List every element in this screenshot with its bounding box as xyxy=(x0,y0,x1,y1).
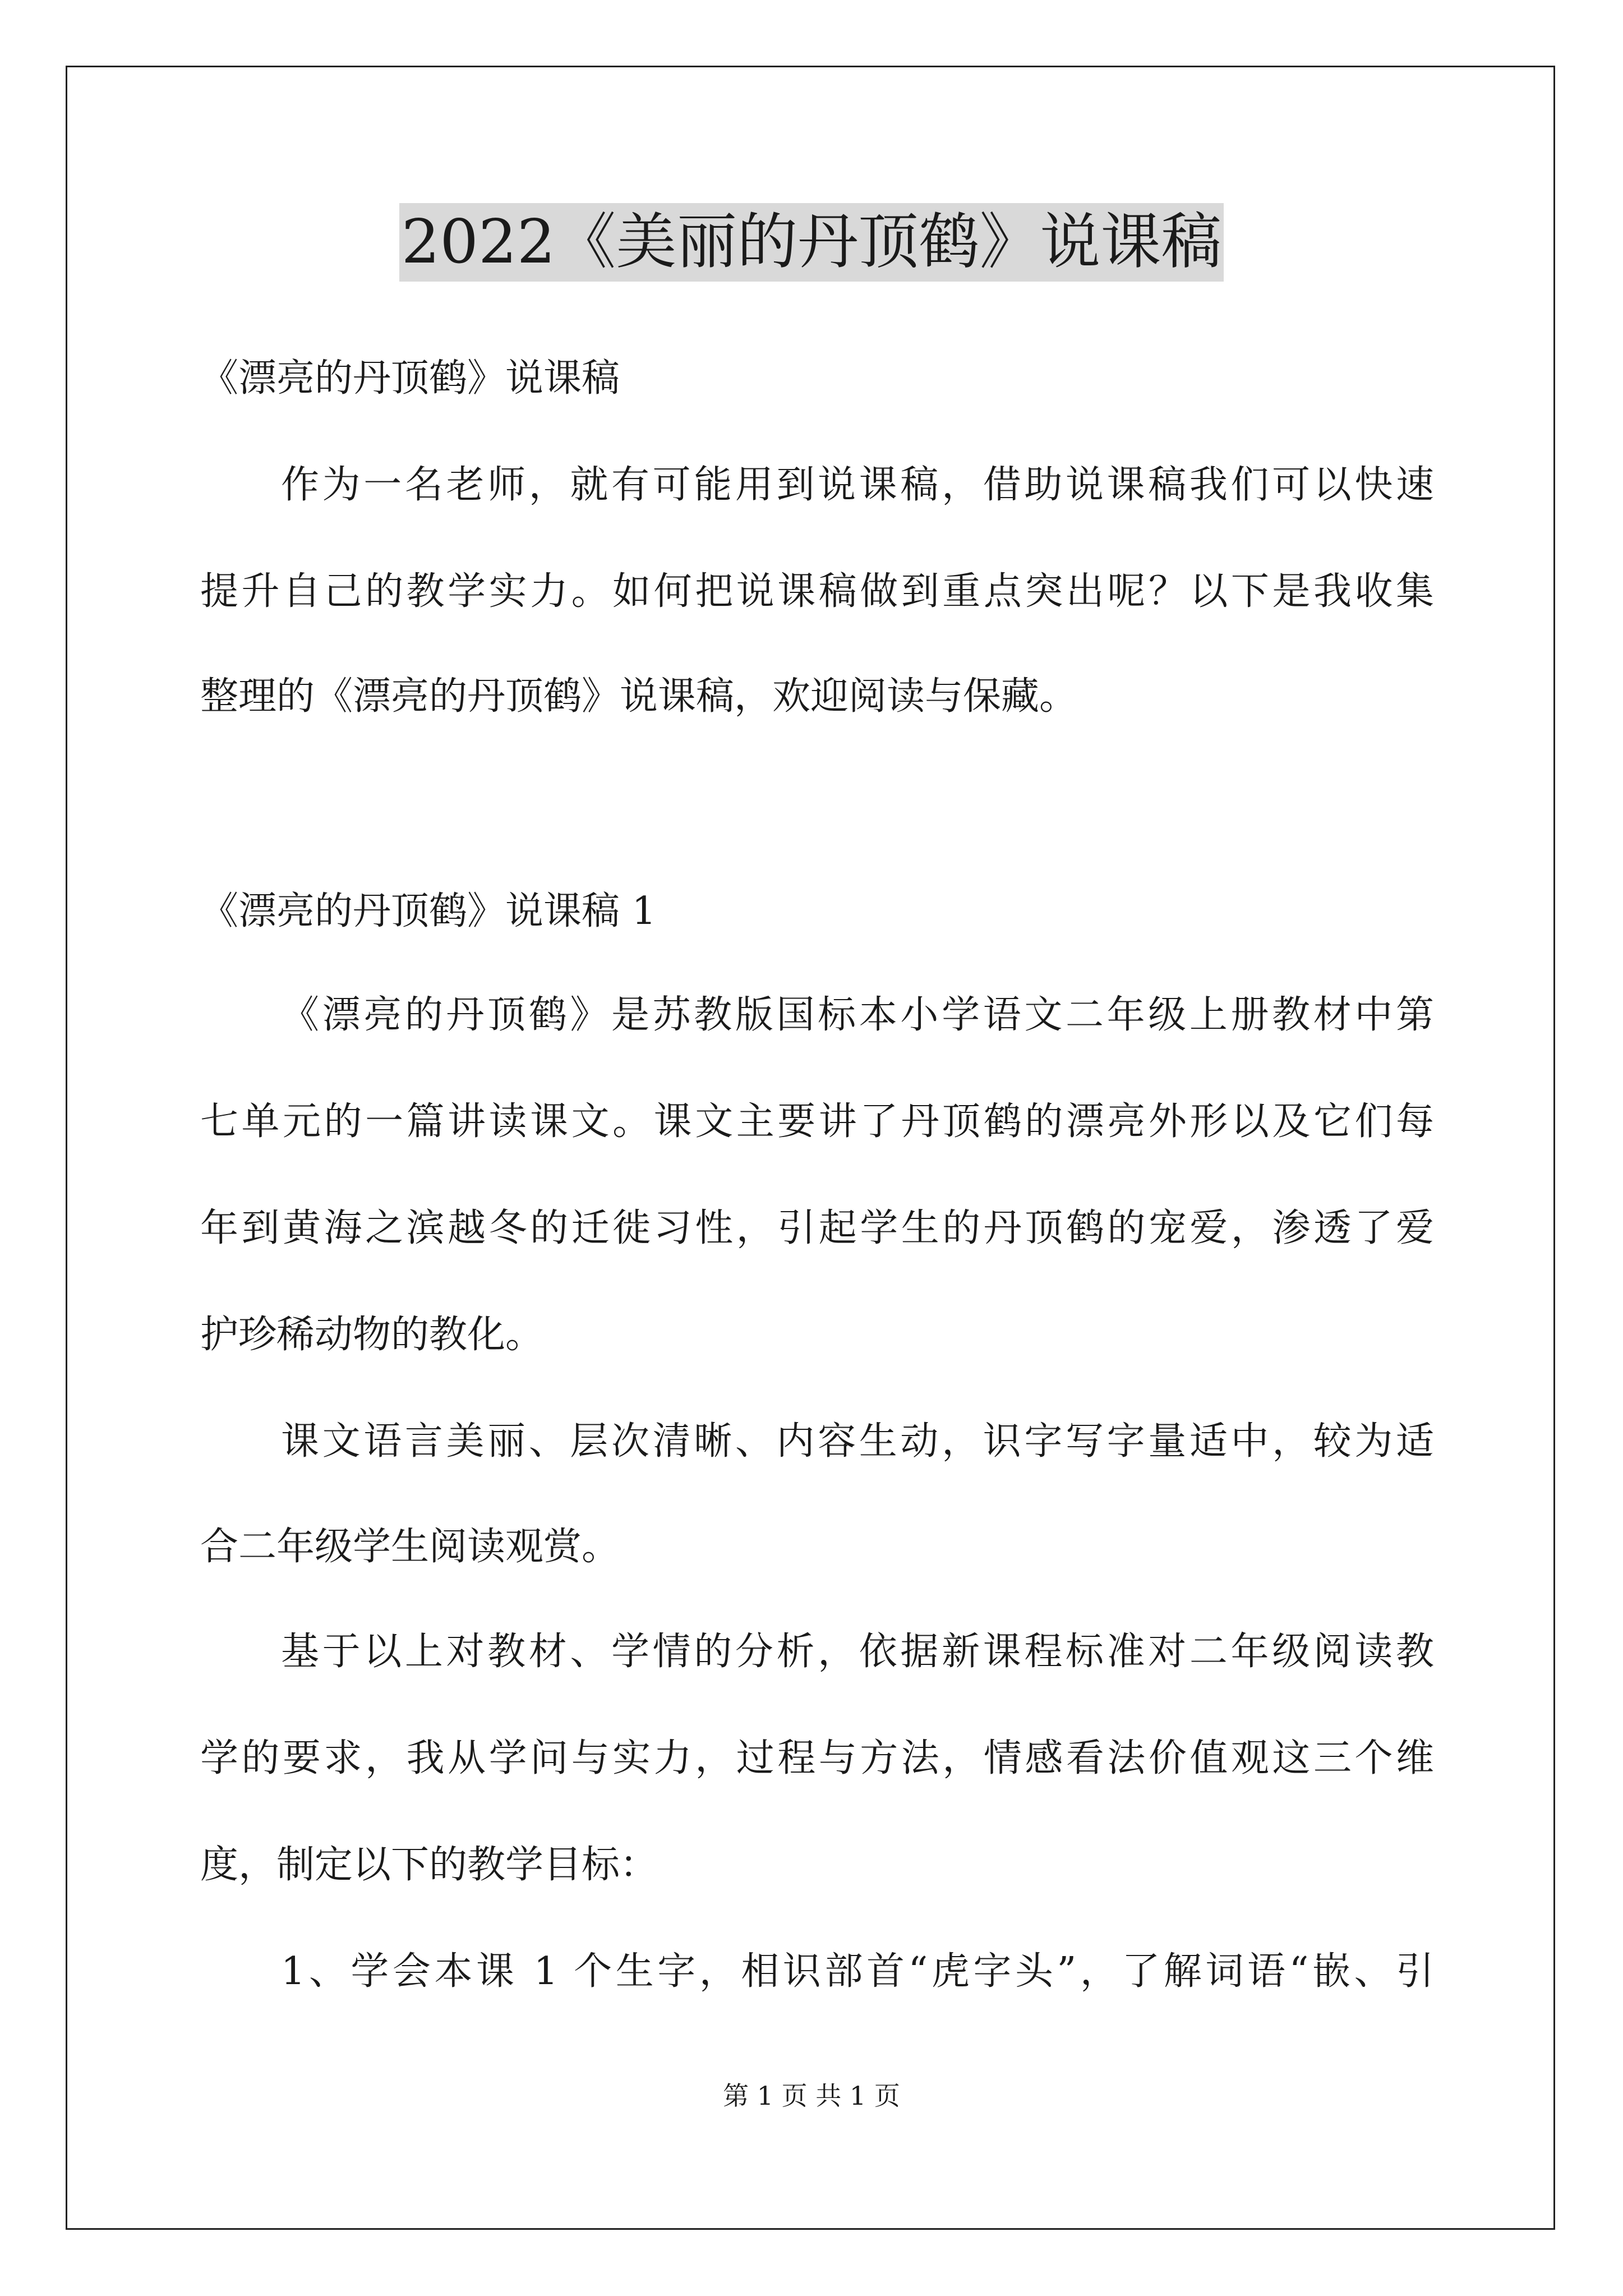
paragraph1-line-2: 七单元的一篇讲读课文。课文主要讲了丹顶鹤的漂亮外形以及它们每 xyxy=(200,1099,1434,1144)
section-heading: 《漂亮的丹顶鹤》说课稿 1 xyxy=(200,889,656,933)
paragraph2-line-1: 课文语言美丽、层次清晰、内容生动，识字写字量适中，较为适 xyxy=(281,1419,1434,1464)
paragraph2-line-2: 合二年级学生阅读观赏。 xyxy=(200,1525,620,1569)
paragraph4-line-1: 1、学会本课 1 个生字，相识部首“虎字头”，了解词语“嵌、引 xyxy=(281,1949,1434,1994)
intro-line-2: 提升自己的教学实力。如何把说课稿做到重点突出呢？以下是我收集 xyxy=(200,569,1434,614)
paragraph3-line-2: 学的要求，我从学问与实力，过程与方法，情感看法价值观这三个维 xyxy=(200,1736,1434,1780)
paragraph3-line-1: 基于以上对教材、学情的分析，依据新课程标准对二年级阅读教 xyxy=(281,1630,1434,1674)
intro-line-3: 整理的《漂亮的丹顶鹤》说课稿，欢迎阅读与保藏。 xyxy=(200,674,1078,719)
document-title: 2022《美丽的丹顶鹤》说课稿 xyxy=(399,203,1224,282)
paragraph3-line-3: 度，制定以下的教学目标： xyxy=(200,1843,658,1887)
document-subtitle: 《漂亮的丹顶鹤》说课稿 xyxy=(200,356,620,401)
title-container xyxy=(0,203,1623,282)
paragraph1-line-4: 护珍稀动物的教化。 xyxy=(200,1313,544,1357)
page-footer: 第 1 页 共 1 页 xyxy=(723,2081,900,2111)
intro-line-1: 作为一名老师，就有可能用到说课稿，借助说课稿我们可以快速 xyxy=(281,463,1434,507)
paragraph1-line-3: 年到黄海之滨越冬的迁徙习性，引起学生的丹顶鹤的宠爱，渗透了爱 xyxy=(200,1206,1434,1250)
paragraph1-line-1: 《漂亮的丹顶鹤》是苏教版国标本小学语文二年级上册教材中第 xyxy=(281,993,1434,1037)
